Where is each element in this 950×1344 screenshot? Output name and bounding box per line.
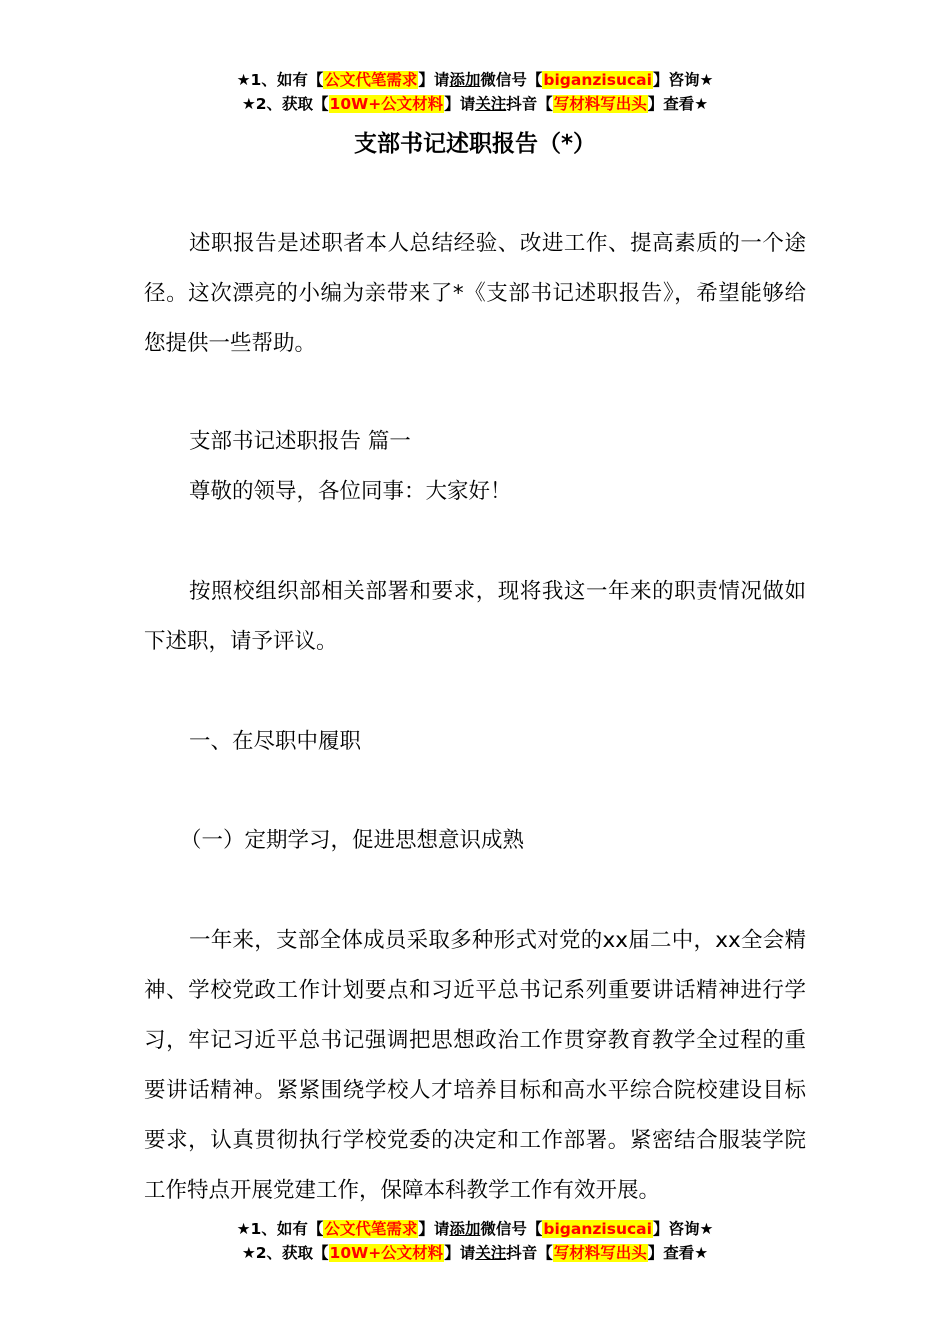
banner-text: 】查看★: [647, 95, 709, 113]
banner-text: ★2、获取【: [241, 1244, 329, 1262]
banner-text: 微信号【: [480, 71, 543, 89]
banner-text: 抖音【: [506, 95, 553, 113]
banner-text: 】咨询★: [652, 71, 714, 89]
banner-text: 】请: [444, 95, 476, 113]
banner-text: ★2、获取【: [241, 95, 329, 113]
greeting: 尊敬的领导，各位同事：大家好！: [189, 479, 512, 504]
banner-highlight: 写材料写出头: [553, 95, 647, 113]
banner-text: 】请: [418, 1220, 450, 1238]
banner-line-1: [0, 1217, 950, 1241]
banner-highlight: 10W+公文材料: [329, 1244, 444, 1262]
banner-text: 微信号【: [480, 1220, 543, 1238]
banner-highlight: 公文代笔需求: [324, 1220, 418, 1238]
paragraph: 按照校组织部相关部署和要求，现将我这一年来的职责情况做如下述职，请予评议。: [144, 579, 806, 654]
banner-text: ★1、如有【: [236, 1220, 324, 1238]
banner-text: 】咨询★: [652, 1220, 714, 1238]
banner-underline: 关注: [475, 95, 507, 113]
banner-line-1: [0, 68, 950, 92]
footer-banner: [0, 1217, 950, 1265]
section-heading: 支部书记述职报告 篇一: [189, 429, 411, 454]
banner-underline: 添加: [449, 1220, 481, 1238]
heading-level-1: 一、在尽职中履职: [189, 729, 362, 754]
banner-underline: 关注: [475, 1244, 507, 1262]
paragraph: 一年来，支部全体成员采取多种形式对党的xx届二中，xx全会精神、学校党政工作计划要点和习近平总书记系列重要讲话精神进行学习，牢记习近平总书记强调把思想政治工作贯穿教育教学全过程的重要讲话精神。紧紧围绕学校人才培养目标和高水平综合院校建设目标要求，认真贯彻执行学校党委的决定和工作部署。紧密结合服装学院工作特点开展党建工作，保障本科教学工作有效开展。: [144, 928, 806, 1203]
banner-text: 】请: [444, 1244, 476, 1262]
banner-line-2: [0, 1241, 950, 1265]
banner-text: 】请: [418, 71, 450, 89]
document-title: 支部书记述职报告（*）: [353, 131, 597, 157]
banner-highlight: 公文代笔需求: [324, 71, 418, 89]
banner-line-2: [0, 92, 950, 116]
heading-level-2: （一）定期学习，促进思想意识成熟: [180, 828, 525, 853]
intro-paragraph: 述职报告是述职者本人总结经验、改进工作、提高素质的一个途径。这次漂亮的小编为亲带来了*《支部书记述职报告》，希望能够给您提供一些帮助。: [144, 231, 806, 356]
banner-highlight: 10W+公文材料: [329, 95, 444, 113]
banner-text: ★1、如有【: [236, 71, 324, 89]
banner-highlight: biganzisucai: [543, 71, 652, 89]
banner-highlight: 写材料写出头: [553, 1244, 647, 1262]
banner-text: 抖音【: [506, 1244, 553, 1262]
banner-underline: 添加: [449, 71, 481, 89]
banner-highlight: biganzisucai: [543, 1220, 652, 1238]
header-banner: [0, 68, 950, 116]
banner-text: 】查看★: [647, 1244, 709, 1262]
